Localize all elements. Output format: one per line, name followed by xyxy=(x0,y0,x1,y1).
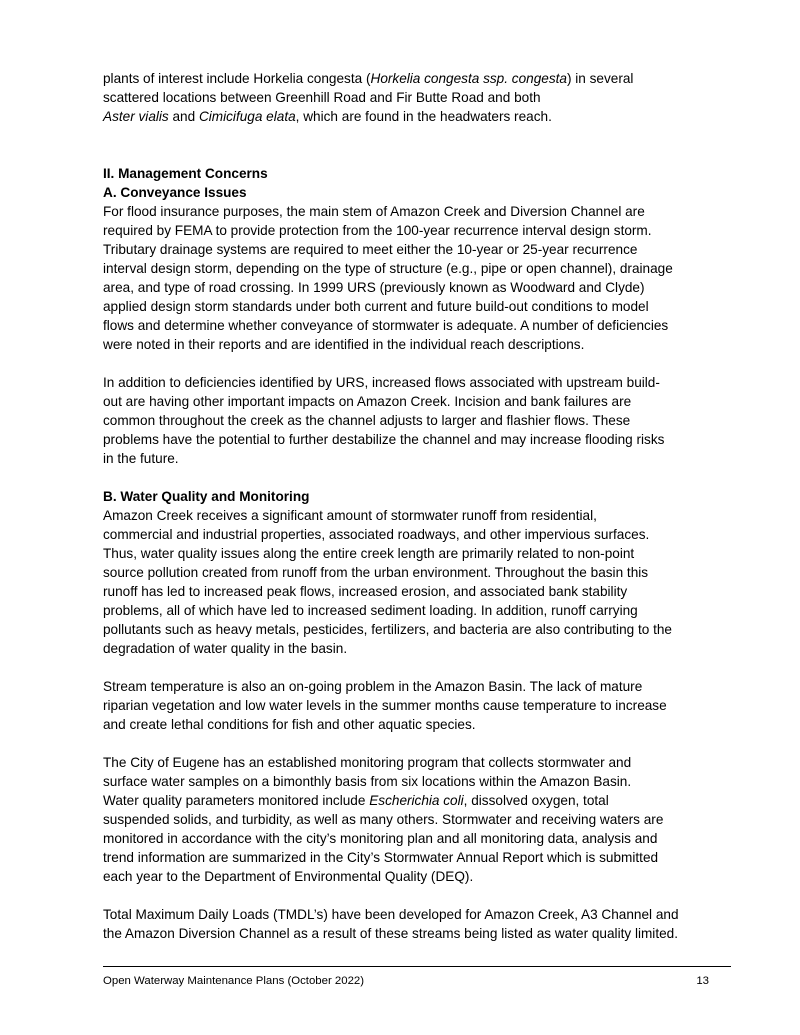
text-line: surface water samples on a bimonthly basis from six locations within the Amazon Basin. xyxy=(103,774,632,789)
water-quality-paragraph-3 xyxy=(103,753,715,886)
text-line: problems have the potential to further destabilize the channel and may increase flooding risks xyxy=(103,432,665,447)
text-line: The City of Eugene has an established monitoring program that collects stormwater and xyxy=(103,755,632,770)
document-body xyxy=(103,69,715,943)
subsection-heading-conveyance: A. Conveyance Issues xyxy=(103,185,247,200)
text-line: Total Maximum Daily Loads (TMDL’s) have been developed for Amazon Creek, A3 Channel and xyxy=(103,907,679,922)
text-line: Tributary drainage systems are required to meet either the 10-year or 25-year recurrence xyxy=(103,242,638,257)
text-line: source pollution created from runoff from the urban environment. Throughout the basin this xyxy=(103,565,649,580)
text-line: each year to the Department of Environmental Quality (DEQ). xyxy=(103,869,474,884)
text-line: commercial and industrial properties, associated roadways, and other impervious surfaces. xyxy=(103,527,650,542)
footer-title: Open Waterway Maintenance Plans (October 2022) xyxy=(103,975,365,987)
text-line: For flood insurance purposes, the main stem of Amazon Creek and Diversion Channel are xyxy=(103,204,645,219)
text-line: the Amazon Diversion Channel as a result of these streams being listed as water quality limited. xyxy=(103,926,678,941)
water-quality-paragraph-4 xyxy=(103,905,715,943)
text-line: problems, all of which have led to increased sediment loading. In addition, runoff carrying xyxy=(103,603,638,618)
conveyance-paragraph-1 xyxy=(103,202,715,354)
text-line: Stream temperature is also an on-going problem in the Amazon Basin. The lack of mature xyxy=(103,679,643,694)
text-line: Aster vialis and Cimicifuga elata, which are found in the headwaters reach. xyxy=(103,109,552,124)
text-line: area, and type of road crossing. In 1999 URS (previously known as Woodward and Clyde) xyxy=(103,280,645,295)
text-line: Water quality parameters monitored include Escherichia coli, dissolved oxygen, total xyxy=(103,793,609,808)
page-number: 13 xyxy=(696,975,709,987)
text-line: monitored in accordance with the city’s monitoring plan and all monitoring data, analysis and xyxy=(103,831,658,846)
text-line: In addition to deficiencies identified by URS, increased flows associated with upstream build- xyxy=(103,375,660,390)
text-line: Thus, water quality issues along the entire creek length are primarily related to non-point xyxy=(103,546,635,561)
conveyance-paragraph-2 xyxy=(103,373,715,468)
text-line: trend information are summarized in the City’s Stormwater Annual Report which is submitted xyxy=(103,850,659,865)
page-footer xyxy=(103,966,731,987)
subsection-heading-water-quality: B. Water Quality and Monitoring xyxy=(103,489,310,504)
text-line: interval design storm, depending on the type of structure (e.g., pipe or open channel), drainage xyxy=(103,261,673,276)
text-line: common throughout the creek as the channel adjusts to larger and flashier flows. These xyxy=(103,413,631,428)
text-line: and create lethal conditions for fish and other aquatic species. xyxy=(103,717,476,732)
water-quality-paragraph-1 xyxy=(103,506,715,658)
text-line: Amazon Creek receives a significant amount of stormwater runoff from residential, xyxy=(103,508,597,523)
text-line: riparian vegetation and low water levels in the summer months cause temperature to increase xyxy=(103,698,667,713)
text-line: plants of interest include Horkelia congesta (Horkelia congesta ssp. congesta) in several xyxy=(103,71,634,86)
text-line: runoff has led to increased peak flows, increased erosion, and associated bank stability xyxy=(103,584,628,599)
text-line: required by FEMA to provide protection from the 100-year recurrence interval design storm. xyxy=(103,223,652,238)
text-line: pollutants such as heavy metals, pesticides, fertilizers, and bacteria are also contributing to the xyxy=(103,622,672,637)
text-line: out are having other important impacts on Amazon Creek. Incision and bank failures are xyxy=(103,394,632,409)
water-quality-paragraph-2 xyxy=(103,677,715,734)
section-heading: II. Management Concerns xyxy=(103,166,268,181)
text-line: applied design storm standards under both current and future build-out conditions to model xyxy=(103,299,649,314)
text-line: were noted in their reports and are identified in the individual reach descriptions. xyxy=(103,337,585,352)
text-line: suspended solids, and turbidity, as well as many others. Stormwater and receiving waters are xyxy=(103,812,664,827)
text-line: flows and determine whether conveyance of stormwater is adequate. A number of deficiencies xyxy=(103,318,669,333)
text-line: in the future. xyxy=(103,451,179,466)
intro-paragraph xyxy=(103,69,715,126)
text-line: scattered locations between Greenhill Road and Fir Butte Road and both xyxy=(103,90,541,105)
text-line: degradation of water quality in the basin. xyxy=(103,641,348,656)
